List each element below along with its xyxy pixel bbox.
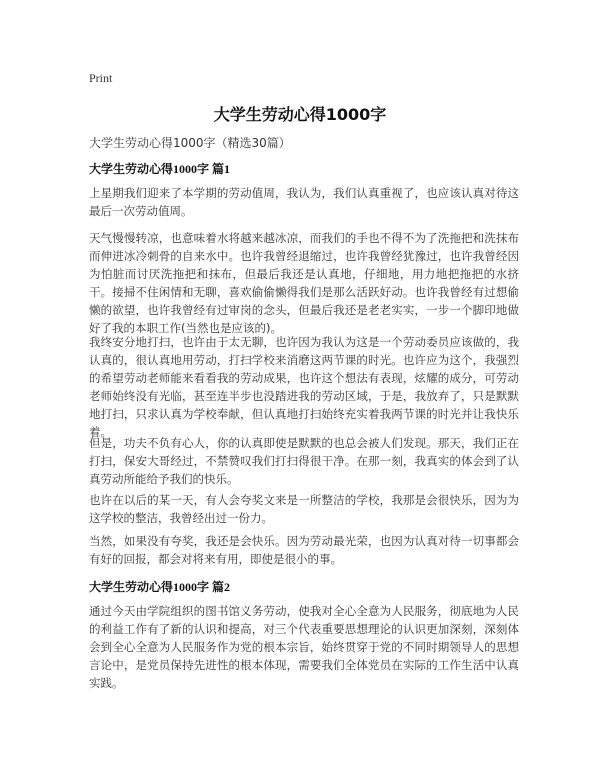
print-link[interactable]: Print	[89, 71, 113, 85]
paragraph: 当然，如果没有夸奖，我还是会快乐。因为劳动最光荣，也因为认真对待一切事都会有好的回报，都会对将来有用，即使是很小的事。	[89, 534, 519, 566]
paragraph: 天气慢慢转凉，也意味着水将越来越冰凉，而我们的手也不得不为了洗拖把和洗抹布而伸进冰冷刺骨的自来水中。也许我曾经退缩过，也许我曾经犹豫过，也许我曾经因为怕脏而讨厌洗拖把和抹布，但最后我还是认真地，仔细地，用力地把拖把的水挤干。接掃不住闲情和无聊，喜欢偷偷懒得我们是那么活跃好动。也许我曾经有过想偷懒的欲望，也许我曾经有过审岗的念头，但最后我还是老老实实，一步一个脚印地做好了我的本职工作(当然也是应该的)。	[89, 231, 519, 335]
paragraph: 上星期我们迎来了本学期的劳动值周，我认为，我们认真重视了，也应该认真对待这最后一次劳动值周。	[89, 186, 519, 218]
paragraph: 但是，功夫不负有心人，你的认真即使是默默的也总会被人们发现。那天，我们正在打扫，保安大哥经过，不禁赞叹我们打扫得很干净。在那一刻，我真实的体会到了认真劳动所能给予我们的快乐。	[89, 436, 519, 486]
section-heading-1: 大学生劳动心得1000字 篇1	[89, 162, 231, 176]
document-subtitle: 大学生劳动心得1000字（精选30篇）	[89, 136, 291, 150]
paragraph: 通过今天由学院组织的图书馆义务劳动，使我对全心全意为人民服务，彻底地为人民的利益工作有了新的认识和提高，对三个代表重要思想理论的认识更加深刻，深刻体会到全心全意为人民服务作为党的根本宗旨，始终贯穿于党的不同时期领导人的思想言论中，是党员保持先进性的根本体现，需要我们全体党员在实际的工作生活中认真实践。	[89, 604, 519, 690]
page-title: 大学生劳动心得1000字	[213, 105, 387, 124]
section-heading-2: 大学生劳动心得1000字 篇2	[89, 580, 231, 594]
paragraph: 我终安分地打扫，也许由于太无聊，也许因为我认为这是一个劳动委员应该做的，我认真的，很认真地用劳动，打扫学校来消磨这两节课的时光。也许应为这个，我强烈的希望劳动老师能来看看我的劳动成果，也许这个想法有表现，炫耀的成分，可劳动老师始终没有光临，甚至连半步也没踏进我的劳动区域，于是，我放弃了，只是默默地打扫，只求认真为学校奉献，但认真地打扫始终充实着我两节课的时光并让我快乐着。	[89, 335, 519, 439]
paragraph: 也许在以后的某一天，有人会夸奖文来是一所整洁的学校，我那是会很快乐，因为为这学校的整洁，我曾经出过一份力。	[89, 493, 519, 525]
